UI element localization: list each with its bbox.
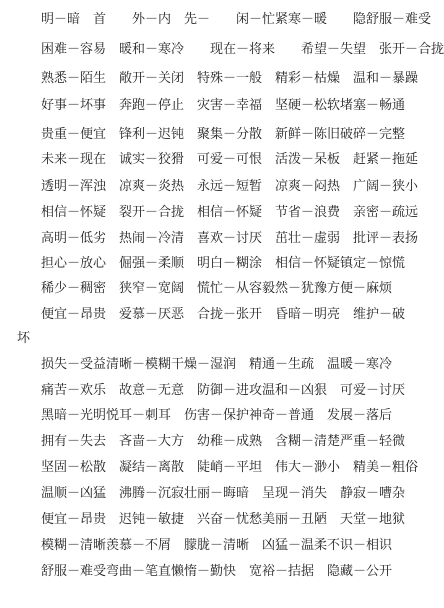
text-line: 困难－容易 暖和－寒冷 现在－将来 希望－失望 张开－合拢 <box>41 42 444 57</box>
text-line: 损失－受益清晰－模糊干燥－湿润 精通－生疏 温暖－寒冷 <box>41 357 393 372</box>
text-line: 熟悉－陌生 敞开－关闭 特殊－一般 精彩－枯燥 温和－暴躁 <box>41 71 419 86</box>
text-line: 担心－放心 倔强－柔顺 明白－糊涂 相信－怀疑镇定－惊慌 <box>41 256 406 271</box>
text-line: 好事－坏事 奔跑－停止 灾害－幸福 坚硬－松软堵塞－畅通 <box>41 98 406 113</box>
text-line: 便宜－昂贵 迟钝－敏捷 兴奋－忧愁美丽－丑陋 天堂－地狱 <box>41 512 406 527</box>
text-line: 坚固－松散 凝结－离散 陡峭－平坦 伟大－渺小 精美－粗俗 <box>41 460 419 475</box>
text-line: 稀少－稠密 狭窄－宽阔 慌忙－从容毅然－犹豫方便－麻烦 <box>41 281 393 296</box>
text-line: 相信－怀疑 裂开－合拢 相信－怀疑 节省－浪费 亲密－疏远 <box>41 205 419 220</box>
text-line: 明－暗 首 外－内 先－ 闲－忙紧寒－暖 隐舒服－难受 <box>41 12 432 27</box>
text-line: 痛苦－欢乐 故意－无意 防御－进攻温和－凶狠 可爱－讨厌 <box>41 383 406 398</box>
text-line: 贵重－便宜 锋利－迟钝 聚集－分散 新鲜－陈旧破碎－完整 <box>41 127 406 142</box>
text-line: 未来－现在 诚实－狡猾 可爱－可恨 活泼－呆板 赶紧－拖延 <box>41 152 419 167</box>
text-line: 便宜－昂贵 爱慕－厌恶 合拢－张开 昏暗－明亮 维护－破 <box>41 307 406 322</box>
text-line: 坏 <box>17 331 31 346</box>
text-line: 温顺－凶猛 沸腾－沉寂壮丽－晦暗 呈现－消失 静寂－嘈杂 <box>41 486 406 501</box>
text-line: 高明－低劣 热闹－冷清 喜欢－讨厌 茁壮－虚弱 批评－表扬 <box>41 231 419 246</box>
text-line: 拥有－失去 吝啬－大方 幼稚－成熟 含糊－清楚严重－轻微 <box>41 434 406 449</box>
text-line: 模糊－清晰羡慕－不屑 朦胧－清晰 凶猛－温柔不识－相识 <box>41 538 393 553</box>
text-line: 舒服－难受弯曲－笔直懒惰－勤快 宽裕－拮据 隐藏－公开 <box>41 564 393 579</box>
text-line: 黑暗－光明悦耳－刺耳 伤害－保护神奇－普通 发展－落后 <box>41 408 393 423</box>
text-line: 透明－浑浊 凉爽－炎热 永远－短暂 凉爽－闷热 广阔－狭小 <box>41 179 419 194</box>
